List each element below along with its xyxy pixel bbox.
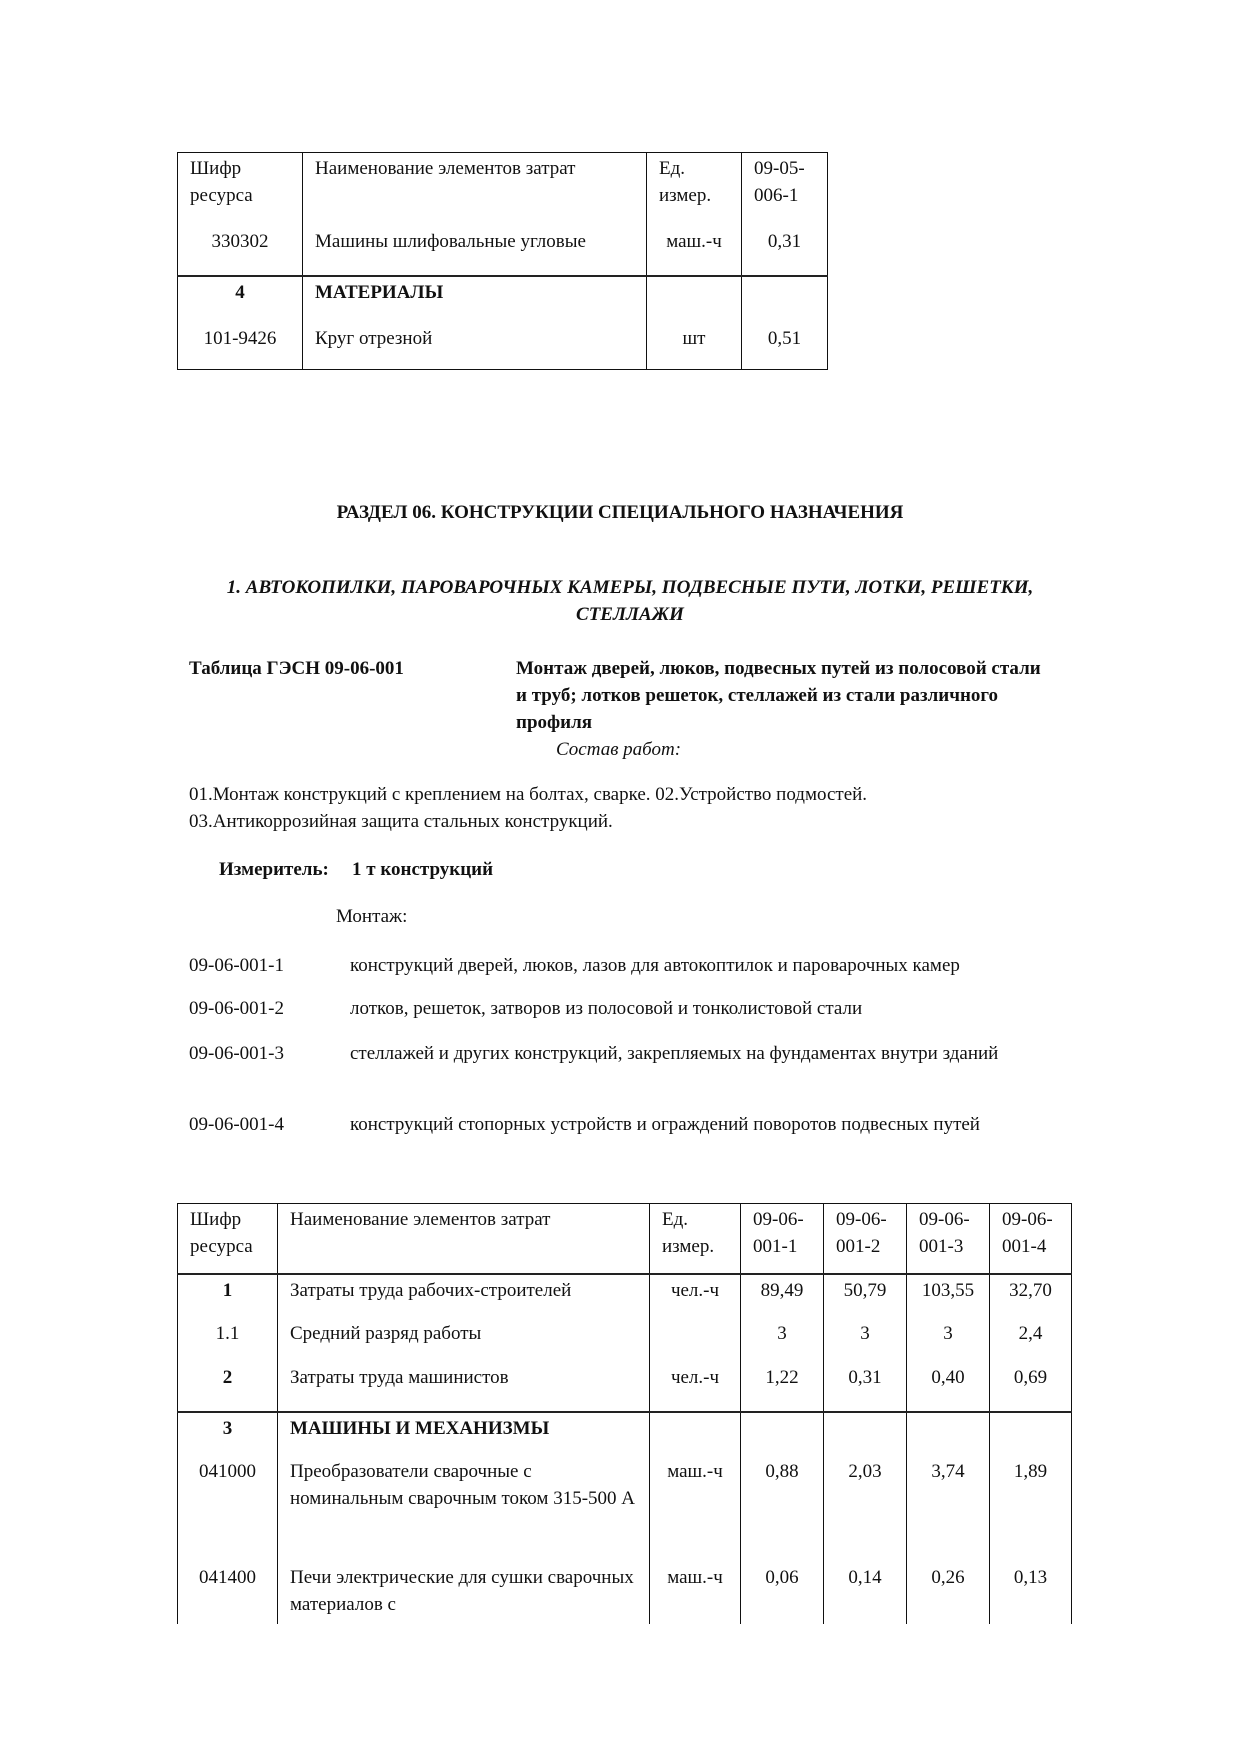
- row-name: МАТЕРИАЛЫ: [303, 276, 647, 323]
- work-composition-label: Состав работ:: [556, 739, 682, 760]
- meter-value: 1 т конструкций: [352, 859, 494, 880]
- row-code: 041400: [178, 1562, 278, 1624]
- row-code: 4: [178, 276, 303, 323]
- row-value: [907, 1412, 990, 1456]
- row-value: [742, 276, 828, 323]
- header-code: Шифр ресурса: [178, 1204, 278, 1274]
- row-value: 0,40: [907, 1362, 990, 1412]
- work-composition: 01.Монтаж конструкций с креплением на болтах, сварке. 02.Устройство подмостей. 03.Антикоррозийная защита стальных конструкций.: [189, 784, 868, 832]
- row-value: 3: [907, 1318, 990, 1362]
- item-code: 09-06-001-1: [189, 955, 284, 976]
- row-value: 0,31: [742, 226, 828, 276]
- row-name: Круг отрезной: [303, 323, 647, 369]
- row-code: 2: [178, 1362, 278, 1412]
- row-name: Затраты труда машинистов: [278, 1362, 650, 1412]
- item-code: 09-06-001-4: [189, 1114, 284, 1135]
- table-row: [178, 1318, 1072, 1362]
- section-title: РАЗДЕЛ 06. КОНСТРУКЦИИ СПЕЦИАЛЬНОГО НАЗНАЧЕНИЯ: [336, 502, 904, 523]
- row-value: 0,51: [742, 323, 828, 369]
- header-norm-1: 09-06-001-1: [741, 1204, 824, 1274]
- item-text: конструкций стопорных устройств и ограждений поворотов подвесных путей: [350, 1114, 980, 1135]
- row-value: 0,06: [741, 1562, 824, 1624]
- row-unit: маш.-ч: [650, 1562, 741, 1624]
- table-title: Монтаж дверей, люков, подвесных путей из полосовой стали и труб; лотков решеток, стеллажей из стали различного профиля: [516, 658, 1041, 733]
- row-name: МАШИНЫ И МЕХАНИЗМЫ: [278, 1412, 650, 1456]
- header-name: Наименование элементов затрат: [278, 1204, 650, 1274]
- table-row: [178, 1362, 1072, 1412]
- row-unit: чел.-ч: [650, 1362, 741, 1412]
- row-name: Средний разряд работы: [278, 1318, 650, 1362]
- table-row: [178, 1274, 1072, 1318]
- row-unit: маш.-ч: [650, 1456, 741, 1562]
- row-value: 32,70: [990, 1274, 1072, 1318]
- item-code: 09-06-001-2: [189, 998, 284, 1019]
- table-row: [178, 1412, 1072, 1456]
- row-value: 89,49: [741, 1274, 824, 1318]
- header-norm-2: 09-06-001-2: [824, 1204, 907, 1274]
- row-value: 0,88: [741, 1456, 824, 1562]
- header-norm-3: 09-06-001-3: [907, 1204, 990, 1274]
- row-unit: чел.-ч: [650, 1274, 741, 1318]
- row-value: 50,79: [824, 1274, 907, 1318]
- row-value: 0,13: [990, 1562, 1072, 1624]
- row-unit: маш.-ч: [647, 226, 742, 276]
- row-unit: [650, 1318, 741, 1362]
- table-row: [178, 226, 828, 276]
- table-label: Таблица ГЭСН 09-06-001: [189, 658, 404, 679]
- row-unit: [650, 1412, 741, 1456]
- header-code: Шифр ресурса: [178, 153, 303, 227]
- row-name: Машины шлифовальные угловые: [303, 226, 647, 276]
- row-value: 0,69: [990, 1362, 1072, 1412]
- header-unit: Ед. измер.: [647, 153, 742, 227]
- header-norm: 09-05-006-1: [742, 153, 828, 227]
- table-row: [178, 1456, 1072, 1562]
- row-code: 3: [178, 1412, 278, 1456]
- table-row: [178, 276, 828, 323]
- header-unit: Ед. измер.: [650, 1204, 741, 1274]
- row-value: 2,4: [990, 1318, 1072, 1362]
- row-value: 3: [741, 1318, 824, 1362]
- row-value: [741, 1412, 824, 1456]
- row-code: 330302: [178, 226, 303, 276]
- subsection-title: 1. АВТОКОПИЛКИ, ПАРОВАРОЧНЫХ КАМЕРЫ, ПОДВЕСНЫЕ ПУТИ, ЛОТКИ, РЕШЕТКИ, СТЕЛЛАЖИ: [226, 577, 1034, 625]
- row-value: 0,26: [907, 1562, 990, 1624]
- row-code: 1: [178, 1274, 278, 1318]
- row-value: [990, 1412, 1072, 1456]
- row-value: 1,89: [990, 1456, 1072, 1562]
- row-code: 101-9426: [178, 323, 303, 369]
- row-unit: [647, 276, 742, 323]
- table-row: [178, 323, 828, 369]
- row-value: 0,31: [824, 1362, 907, 1412]
- header-norm-4: 09-06-001-4: [990, 1204, 1072, 1274]
- row-unit: шт: [647, 323, 742, 369]
- row-value: 3,74: [907, 1456, 990, 1562]
- row-value: 1,22: [741, 1362, 824, 1412]
- row-value: [824, 1412, 907, 1456]
- row-code: 1.1: [178, 1318, 278, 1362]
- resource-table-1: [177, 152, 828, 370]
- row-name: Преобразователи сварочные с номинальным сварочным током 315-500 А: [278, 1456, 650, 1562]
- header-name: Наименование элементов затрат: [303, 153, 647, 227]
- row-value: 103,55: [907, 1274, 990, 1318]
- row-value: 2,03: [824, 1456, 907, 1562]
- table-row: [178, 1562, 1072, 1624]
- montage-label: Монтаж:: [336, 906, 408, 927]
- item-text: конструкций дверей, люков, лазов для автокоптилок и пароварочных камер: [350, 955, 960, 976]
- item-text: стеллажей и других конструкций, закрепляемых на фундаментах внутри зданий: [350, 1043, 999, 1064]
- row-name: Печи электрические для сушки сварочных материалов с: [278, 1562, 650, 1624]
- row-code: 041000: [178, 1456, 278, 1562]
- resource-table-2: [177, 1203, 1072, 1624]
- meter-label: Измеритель:: [219, 859, 329, 880]
- row-value: 0,14: [824, 1562, 907, 1624]
- row-name: Затраты труда рабочих-строителей: [278, 1274, 650, 1318]
- item-text: лотков, решеток, затворов из полосовой и тонколистовой стали: [350, 998, 863, 1019]
- row-value: 3: [824, 1318, 907, 1362]
- item-code: 09-06-001-3: [189, 1043, 284, 1064]
